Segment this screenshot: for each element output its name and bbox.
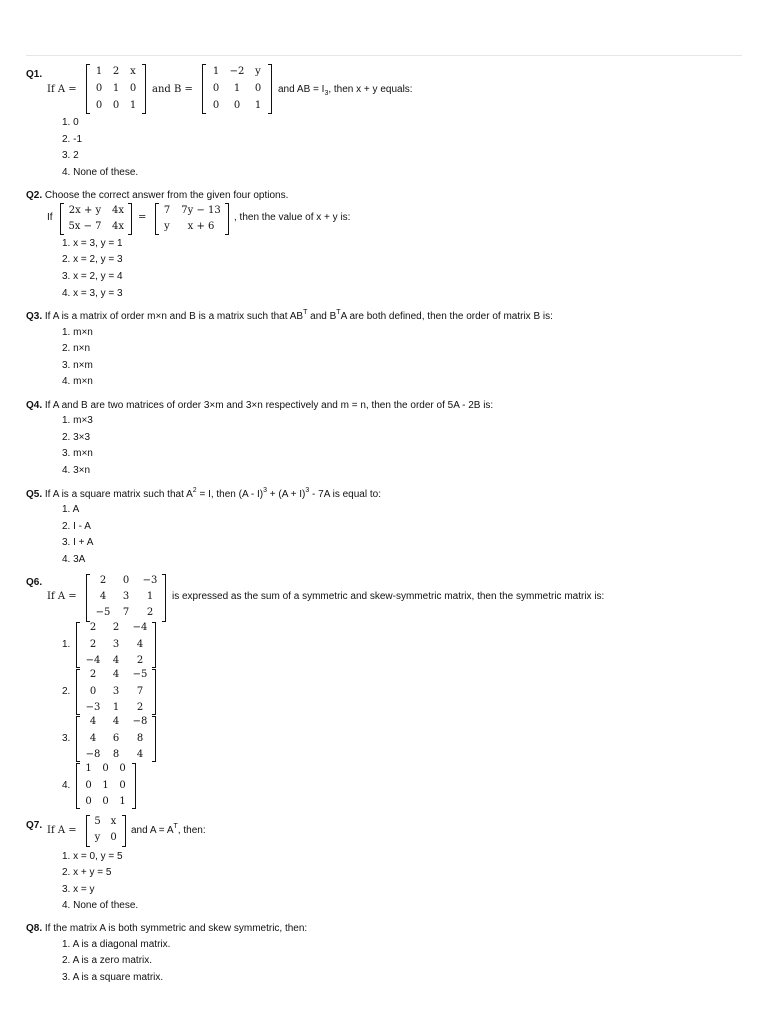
matrix-cell: 3: [122, 591, 130, 602]
matrix-cell: 0: [212, 83, 220, 94]
option-3: 3. x = 2, y = 4: [62, 271, 123, 282]
question-text: [26, 923, 307, 934]
matrix-a: [86, 815, 126, 847]
option-2-matrix: [76, 669, 156, 715]
option-4: 4. 3A: [62, 554, 86, 565]
left-bracket: [76, 622, 80, 668]
option-3-matrix: [76, 716, 156, 762]
right-bracket: [225, 203, 229, 235]
matrix-cell: 0: [112, 100, 120, 111]
question-body: If the matrix A is both symmetric and skew symmetric, then:: [44, 923, 308, 934]
matrix-cell: 3: [112, 686, 120, 697]
matrix-a: [86, 64, 146, 114]
option-4-label: 4.: [62, 780, 71, 791]
question-tail: , then the value of x + y is:: [234, 212, 351, 223]
matrix-cell: −3: [85, 702, 101, 713]
right-bracket: [122, 815, 126, 847]
option-2: 2. n×n: [62, 343, 91, 354]
option-3: 3. n×m: [62, 360, 93, 371]
matrix-cell: 4x: [111, 221, 124, 232]
matrix-cell: 0: [102, 796, 109, 807]
matrix-cell: −3: [142, 575, 158, 586]
text-part: - 7A is equal to:: [309, 489, 381, 500]
matrix-cell: 1: [112, 83, 120, 94]
matrix-cell: x: [110, 816, 117, 827]
question-text: [26, 190, 288, 201]
question-number: Q3.: [26, 311, 43, 322]
left-bracket: [76, 716, 80, 762]
matrix-cell: 3: [112, 639, 120, 650]
option-3: 3. A is a square matrix.: [62, 972, 164, 983]
question-text: [47, 84, 77, 95]
question-number: Q5.: [26, 489, 43, 500]
matrix-cell: y: [94, 832, 101, 843]
matrix-cell: 1: [146, 591, 154, 602]
matrix-cell: 0: [110, 832, 117, 843]
question-body: If A and B are two matrices of order 3×m and 3×n respectively and m = n, then the order of 5A - 2B is:: [44, 400, 494, 411]
question-text: [26, 400, 493, 411]
matrix-cell: 5: [94, 816, 101, 827]
right-bracket: [132, 763, 136, 809]
matrix-cell: 4: [112, 655, 120, 666]
matrix-cell: 7: [122, 607, 130, 618]
left-bracket: [76, 669, 80, 715]
matrix-cell: 6: [112, 733, 120, 744]
option-1: 1. m×n: [62, 327, 93, 338]
option-2: 2. A is a zero matrix.: [62, 955, 153, 966]
matrix-cell: 5x − 7: [68, 221, 102, 232]
matrix-cell: 7y − 13: [181, 205, 221, 216]
text-part: If A is a matrix of order m×n and B is a matrix such that AB: [44, 311, 304, 322]
matrix-cell: y: [255, 66, 261, 77]
right-bracket: [162, 574, 166, 622]
matrix-cell: 4: [112, 669, 120, 680]
superscript: T: [303, 309, 308, 316]
matrix-cell: 0: [233, 100, 241, 111]
matrix-cell: 4: [112, 716, 120, 727]
matrix-cell: 0: [129, 83, 137, 94]
question-body: Choose the correct answer from the given four options.: [44, 190, 289, 201]
option-1: 1. x = 0, y = 5: [62, 851, 123, 862]
right-bracket: [268, 64, 272, 114]
option-4: 4. m×n: [62, 376, 93, 387]
matrix-right: [155, 203, 229, 235]
matrix-a: [86, 574, 166, 622]
option-2: 2. I - A: [62, 521, 91, 532]
matrix-cell: 0: [254, 83, 262, 94]
right-bracket: [128, 203, 132, 235]
option-4: 4. x = 3, y = 3: [62, 288, 123, 299]
matrix-cell: −5: [95, 607, 111, 618]
text-part: and B: [307, 311, 337, 322]
matrix-cell: 0: [85, 796, 92, 807]
superscript: 2: [192, 487, 197, 494]
matrix-cell: 0: [85, 780, 92, 791]
matrix-cell: 1: [254, 100, 262, 111]
matrix-cell: y: [164, 221, 170, 232]
matrix-cell: 0: [95, 83, 103, 94]
option-4: 4. None of these.: [62, 900, 139, 911]
matrix-cell: 2: [112, 66, 120, 77]
question-text: [26, 311, 553, 322]
matrix-cell: 0: [95, 100, 103, 111]
matrix-cell: −4: [132, 622, 148, 633]
option-1: 1. A: [62, 504, 80, 515]
tail-text-end: , then x + y equals:: [328, 84, 413, 95]
option-1-label: 1.: [62, 639, 71, 650]
matrix-cell: 7: [163, 205, 171, 216]
matrix-cell: 4: [89, 716, 97, 727]
option-4: 4. None of these.: [62, 167, 139, 178]
right-bracket: [152, 622, 156, 668]
matrix-cell: 2: [136, 702, 144, 713]
matrix-cell: 1: [129, 100, 137, 111]
matrix-cell: −2: [229, 66, 245, 77]
right-bracket: [152, 716, 156, 762]
option-1: 1. x = 3, y = 1: [62, 238, 123, 249]
text-part: and A = A: [131, 825, 174, 836]
matrix-cell: 8: [136, 733, 144, 744]
matrix-cell: x + 6: [187, 221, 215, 232]
superscript: T: [336, 309, 341, 316]
matrix-cell: 7: [136, 686, 144, 697]
option-2: 2. x = 2, y = 3: [62, 254, 123, 265]
option-3: 3. x = y: [62, 884, 95, 895]
text-part: If A is a square matrix such that A: [44, 489, 193, 500]
and-b-label: and B =: [152, 84, 193, 95]
matrix-cell: x: [130, 66, 136, 77]
matrix-cell: 2: [99, 575, 107, 586]
question-text: [26, 489, 381, 500]
matrix-cell: 1: [233, 83, 241, 94]
if-label: If: [47, 212, 53, 223]
option-4: 4. 3×n: [62, 465, 91, 476]
option-1: 1. A is a diagonal matrix.: [62, 939, 171, 950]
matrix-cell: 2: [146, 607, 154, 618]
matrix-cell: 0: [102, 763, 109, 774]
question-number: Q6.: [26, 577, 43, 588]
option-2-label: 2.: [62, 686, 71, 697]
text-part: A are both defined, then the order of matrix B is:: [340, 311, 553, 322]
if-a-label: If A =: [47, 825, 77, 836]
text-part: + (A + I): [267, 489, 306, 500]
matrix-cell: −8: [132, 716, 148, 727]
option-3: 3. I + A: [62, 537, 94, 548]
matrix-cell: 2x + y: [68, 205, 102, 216]
matrix-cell: −5: [132, 669, 148, 680]
matrix-cell: 2: [112, 622, 120, 633]
question-tail: [278, 84, 413, 97]
question-tail: is expressed as the sum of a symmetric and skew-symmetric matrix, then the symmetric matrix is:: [172, 591, 605, 602]
right-bracket: [152, 669, 156, 715]
option-1-matrix: [76, 622, 156, 668]
matrix-cell: 2: [89, 639, 97, 650]
matrix-cell: 1: [102, 780, 109, 791]
equals-sign: =: [138, 212, 147, 223]
option-3-label: 3.: [62, 733, 71, 744]
left-bracket: [86, 574, 90, 622]
option-1: 1. m×3: [62, 415, 93, 426]
matrix-cell: 1: [95, 66, 103, 77]
matrix-cell: 0: [212, 100, 220, 111]
text-part: , then:: [177, 825, 206, 836]
matrix-cell: 1: [119, 796, 126, 807]
superscript: 3: [305, 487, 310, 494]
superscript: 3: [263, 487, 267, 494]
matrix-cell: 0: [89, 686, 97, 697]
matrix-cell: 1: [112, 702, 120, 713]
matrix-cell: 4: [89, 733, 97, 744]
matrix-cell: −8: [85, 749, 101, 760]
option-3: 3. 2: [62, 150, 79, 161]
matrix-left: [60, 203, 132, 235]
question-number: Q1.: [26, 69, 43, 80]
option-2: 2. 3×3: [62, 432, 91, 443]
matrix-cell: 2: [89, 669, 97, 680]
matrix-cell: 0: [119, 780, 126, 791]
option-3: 3. m×n: [62, 448, 93, 459]
question-number: Q8.: [26, 923, 43, 934]
matrix-b: [202, 64, 272, 114]
matrix-cell: 0: [119, 763, 126, 774]
matrix-cell: 8: [112, 749, 120, 760]
right-bracket: [142, 64, 146, 114]
superscript: T: [173, 823, 178, 830]
question-number: Q7.: [26, 820, 43, 831]
matrix-cell: 1: [212, 66, 220, 77]
matrix-cell: 4x: [111, 205, 124, 216]
matrix-cell: 2: [136, 655, 144, 666]
matrix-cell: 4: [99, 591, 107, 602]
option-1: 1. 0: [62, 117, 79, 128]
question-number: Q2.: [26, 190, 43, 201]
matrix-cell: 4: [136, 749, 144, 760]
matrix-cell: 4: [136, 639, 144, 650]
matrix-cell: 2: [89, 622, 97, 633]
if-a-label: If A =: [47, 84, 77, 95]
matrix-cell: −4: [85, 655, 101, 666]
if-a-label: If A =: [47, 591, 77, 602]
question-tail: [131, 825, 206, 836]
option-2: 2. x + y = 5: [62, 867, 112, 878]
tail-text: and AB = I: [278, 84, 325, 95]
subscript: 3: [324, 90, 329, 97]
option-4-matrix: [76, 763, 136, 809]
top-divider: [26, 55, 742, 56]
text-part: = I, then (A - I): [196, 489, 264, 500]
matrix-cell: 1: [85, 763, 92, 774]
question-number: Q4.: [26, 400, 43, 411]
option-2: 2. -1: [62, 134, 83, 145]
matrix-cell: 0: [122, 575, 130, 586]
